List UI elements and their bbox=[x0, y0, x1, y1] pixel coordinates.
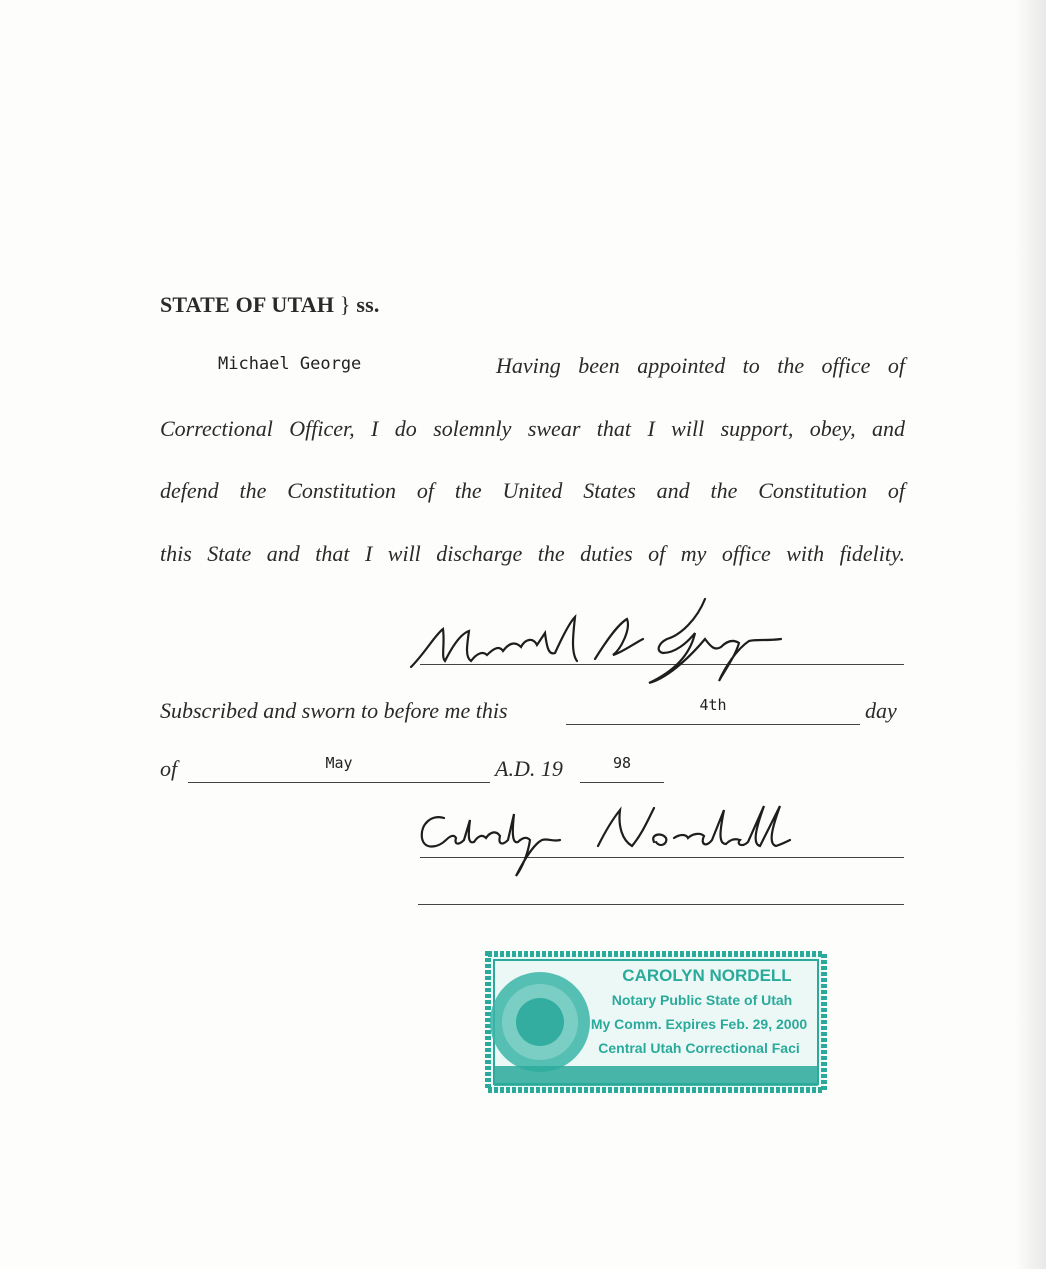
notary-signature bbox=[410, 800, 800, 880]
venue-heading bbox=[160, 292, 380, 318]
day-value: 4th bbox=[699, 696, 727, 714]
officer-signature bbox=[405, 595, 795, 690]
subscribed-label: Subscribed and sworn to before me this bbox=[160, 698, 508, 723]
stamp-line-2: My Comm. Expires Feb. 29, 2000 bbox=[590, 1016, 808, 1032]
notary-second-line bbox=[418, 904, 904, 905]
oath-line-4: this State and that I will discharge the duties of my office with fidelity. bbox=[160, 541, 905, 566]
oath-line-3: defend the Constitution of the United States and the Constitution of bbox=[160, 478, 905, 503]
of-label: of bbox=[160, 756, 178, 781]
ss-label: ss. bbox=[356, 292, 380, 317]
stamp-line-3: Central Utah Correctional Faci bbox=[598, 1040, 800, 1056]
month-value: May bbox=[325, 754, 353, 772]
day-suffix-label: day bbox=[865, 698, 897, 723]
officer-name-typed: Michael George bbox=[218, 354, 362, 374]
year-value: 98 bbox=[612, 754, 632, 772]
oath-line-1: Having been appointed to the office of bbox=[496, 353, 905, 378]
year-prefix-label: A.D. 19 bbox=[495, 756, 563, 781]
oath-line-2: Correctional Officer, I do solemnly swear that I will support, obey, and bbox=[160, 416, 905, 441]
year-field bbox=[580, 754, 664, 783]
stamp-line-1: Notary Public State of Utah bbox=[611, 992, 793, 1008]
notary-stamp bbox=[482, 948, 830, 1096]
page-edge-shadow bbox=[1016, 0, 1046, 1269]
state-label: STATE OF UTAH bbox=[160, 292, 335, 317]
venue-brace: } bbox=[339, 292, 351, 317]
month-field bbox=[188, 754, 490, 783]
stamp-notary-name: CAROLYN NORDELL bbox=[622, 966, 792, 985]
day-field bbox=[566, 696, 860, 725]
